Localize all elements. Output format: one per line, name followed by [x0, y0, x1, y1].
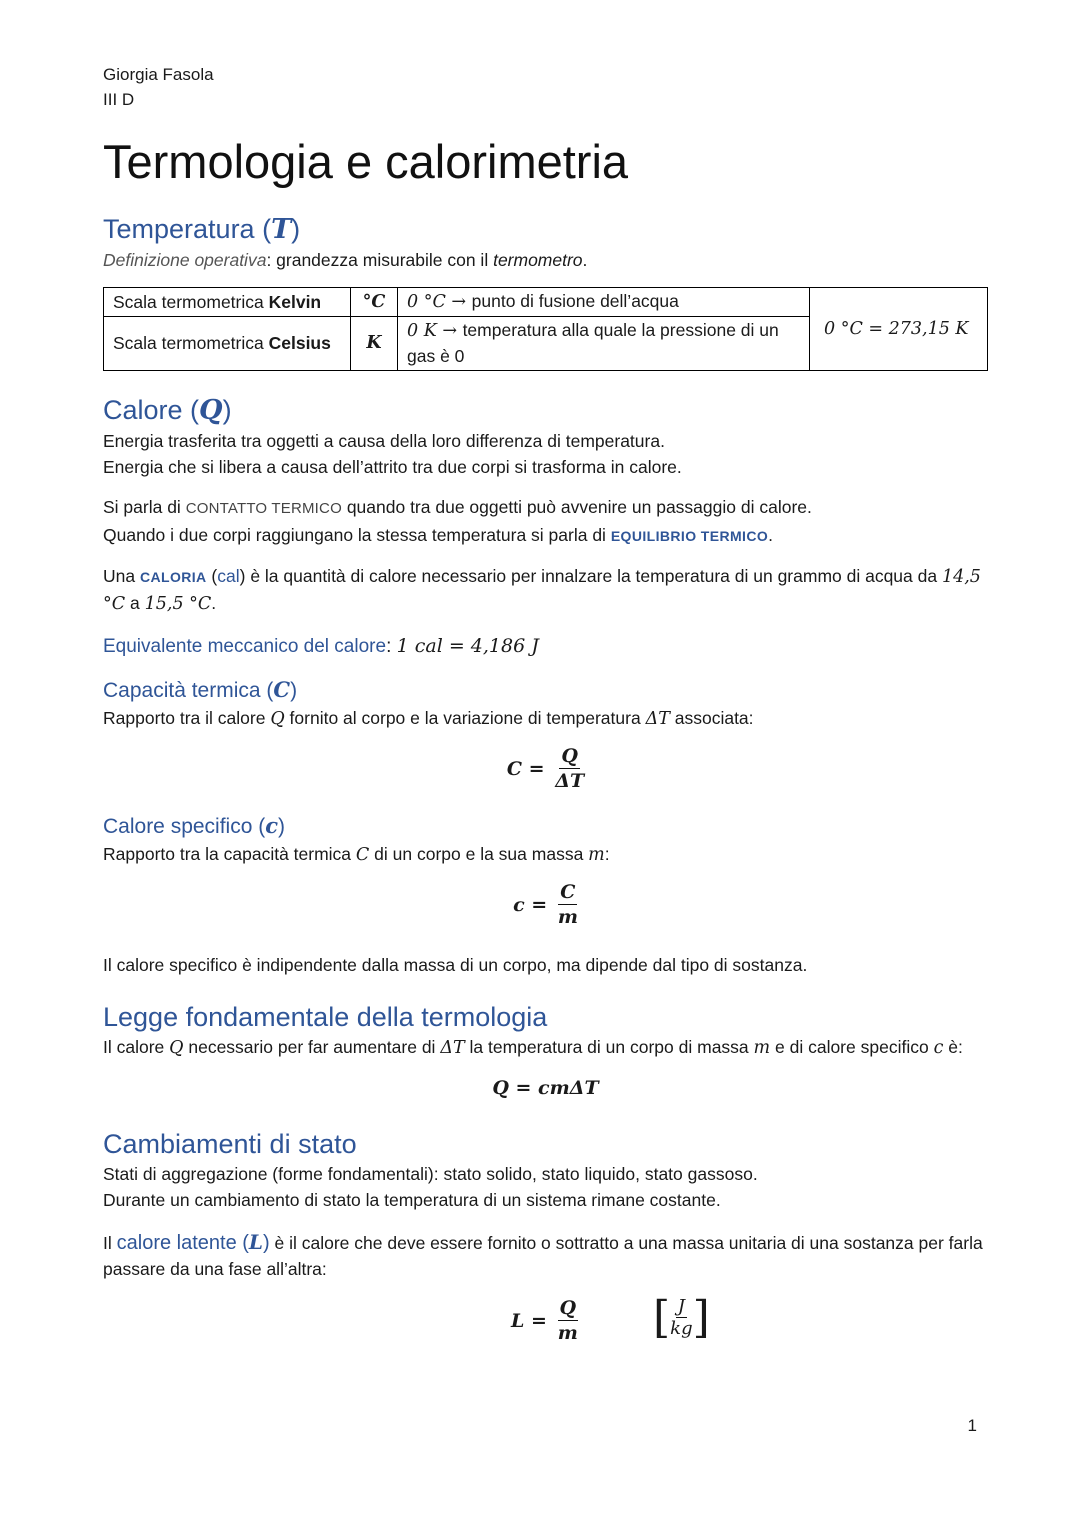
cambiamenti-line-2: Durante un cambiamento di stato la temperatura di un sistema rimane costante.: [103, 1190, 721, 1210]
unit-celsius-cell: °C: [351, 288, 398, 317]
scales-table: [103, 287, 988, 371]
equilibrio-termico-line: Quando i due corpi raggiungano la stessa temperatura si parla di EQUILIBRIO TERMICO.: [103, 525, 773, 545]
calore-line-2: Energia che si libera a causa dell’attrito tra due corpi si trasforma in calore.: [103, 457, 682, 477]
heading-legge-fondamentale: Legge fondamentale della termologia: [103, 1002, 548, 1032]
formula-specifico: c = $\frac{C}{m}$: [513, 881, 578, 928]
cambiamenti-line-1: Stati di aggregazione (forme fondamentali): stato solido, stato liquido, stato gassoso.: [103, 1164, 758, 1184]
heading-calore-specifico: Calore specifico (c): [103, 813, 286, 838]
heading-temperatura: Temperatura (T): [103, 214, 301, 245]
symbol-T: T: [271, 214, 292, 245]
symbol-Q: Q: [199, 395, 223, 426]
specifico-note: Il calore specifico è indipendente dalla massa di un corpo, ma dipende dal tipo di sostanza.: [103, 955, 808, 975]
heading-cambiamenti-stato: Cambiamenti di stato: [103, 1129, 357, 1159]
calore-line-1: Energia trasferita tra oggetti a causa della loro differenza di temperatura.: [103, 431, 665, 451]
specifico-definition: Rapporto tra la capacità termica C di un corpo e la sua massa m:: [103, 844, 610, 865]
conversion-cell: 0 °C = 273,15 K: [810, 288, 988, 371]
scale-celsius-cell: Scala termometrica Celsius: [104, 317, 351, 371]
unit-kelvin-cell: K: [351, 317, 398, 371]
definition-operativa: Definizione operativa: grandezza misurabile con il termometro.: [103, 250, 588, 270]
formula-latente: L = $\frac{Q}{m}$: [511, 1297, 578, 1344]
heading-capacita-termica: Capacità termica (C): [103, 677, 298, 702]
page-title: Termologia e calorimetria: [103, 135, 629, 188]
legge-text: Il calore Q necessario per far aumentare di ΔT la temperatura di un corpo di massa m e di calore specifico c è:: [103, 1037, 963, 1058]
equivalente-meccanico: Equivalente meccanico del calore: 1 cal = 4,186 J: [103, 635, 539, 657]
author-name: Giorgia Fasola: [103, 65, 214, 84]
author-class: III D: [103, 90, 135, 109]
heading-calore: Calore (Q): [103, 395, 232, 426]
formula-legge: Q = cmΔT: [492, 1077, 599, 1099]
scale-kelvin-cell: Scala termometrica Kelvin: [104, 288, 351, 317]
contatto-termico-line: Si parla di CONTATTO TERMICO quando tra due oggetti può avvenire un passaggio di calore.: [103, 497, 812, 517]
unit-latente: [ $\frac{J}{kg}$ ]: [653, 1292, 710, 1343]
desc-pressure-cell: 0 K → temperatura alla quale la pressione di un gas è 0: [398, 317, 810, 371]
document-page: [103, 62, 988, 1360]
calore-latente-definition: Il calore latente (L) è il calore che deve essere fornito o sottratto a una massa unitaria di una sostanza per farla passare da una fase all’altra:: [103, 1230, 983, 1279]
page-number: 1: [967, 1416, 977, 1435]
author-block: [103, 62, 988, 112]
caloria-definition: Una CALORIA (cal) è la quantità di calore necessario per innalzare la temperatura di un grammo di acqua da 14,5 °C a 15,5 °C.: [103, 566, 981, 614]
table-row: [104, 288, 988, 317]
desc-fusion-cell: 0 °C → punto di fusione dell’acqua: [398, 288, 810, 317]
formula-latente-row: [103, 1292, 988, 1360]
capacita-definition: Rapporto tra il calore Q fornito al corpo e la variazione di temperatura ΔT associata:: [103, 708, 754, 729]
formula-capacita: C = $\frac{Q}{\Delta T}$: [506, 745, 585, 792]
